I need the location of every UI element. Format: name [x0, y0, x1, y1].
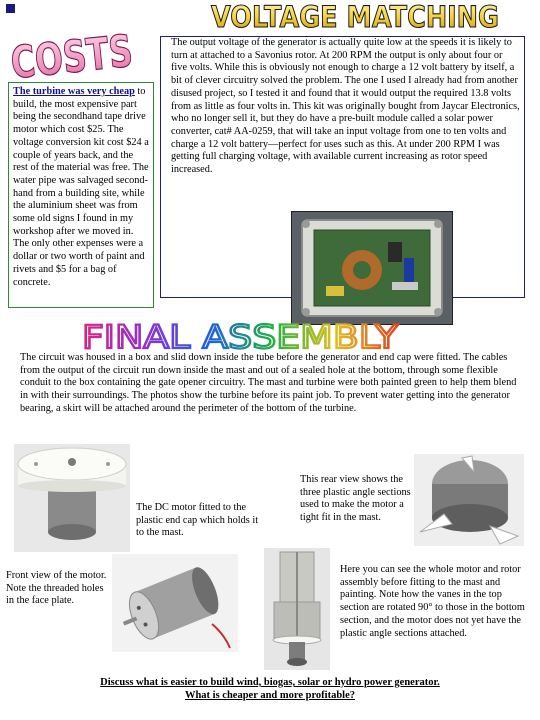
discussion-question — [40, 676, 500, 702]
front-view-caption: Front view of the motor. Note the threaded holes in the face plate. — [6, 570, 107, 607]
discussion-line-1: Discuss what is easier to build wind, biogas, solar or hydro power generator. — [100, 677, 440, 688]
final-assembly-paragraph: The circuit was housed in a box and slid down inside the tube before the generator and end cap were fitted. The cables from the output of the circuit run down inside the mast and out of a sealed hole at the bottom, through some flexible conduit to the box containing the gate opener circuitry. The mast and turbine were both painted green to help them blend in with their surroundings. The photos show the turbine before its paint job. To prevent water getting into the generator bearing, a skirt will be attached around the perimeter of the bottom of the turbine. — [20, 352, 517, 414]
voltage-paragraph: The output voltage of the generator is actually quite low at the speeds it is likely to turn at attached to a Savonius rotor. At 200 RPM the output is only about four or five volts. While this is obviously not enough to charge a 12 volt battery by itself, a bit of clever circuitry solved the problem. The one I used I already had from another disused project, so I tested it and found that it would output the required 13.8 volts from as little as four volts in. This kit was originally bought from Jaycar Electronics, who no longer sell it, but they do have a pre-built module called a solar power converter, cat# AA-0259, that will take an input voltage from one to ten volts and charge a 12 volt battery—perfect for uses such as this. At under 200 RPM I was getting full charging voltage, with available current increasing as rotor speed increased. — [171, 37, 520, 176]
voltage-matching-text: VOLTAGE MATCHING — [211, 0, 499, 34]
voltage-matching-box — [160, 36, 525, 298]
rotor-assembly-caption: Here you can see the whole motor and rotor assembly before fitting to the mast and painting. Note how the vanes in the top section are rotated 90° to those in the bottom section, and the motor does not yet have the plastic angle sections attached. — [340, 564, 525, 639]
final-assembly-title — [80, 316, 400, 356]
sidebar-lead: The turbine was very cheap — [13, 86, 135, 97]
dc-motor-caption: The DC motor fitted to the plastic end cap which holds it to the mast. — [136, 502, 259, 539]
rotor-assembly-photo — [264, 548, 330, 670]
costs-title — [8, 20, 176, 90]
costs-text: COSTS — [8, 21, 176, 90]
costs-sidebar — [8, 82, 154, 308]
rear-view-caption: This rear view shows the three plastic angle sections used to make the motor a tight fit in the mast. — [300, 474, 411, 524]
rear-view-photo — [414, 454, 524, 546]
circuit-board-photo — [291, 211, 453, 325]
sidebar-body: to build, the most expensive part being the secondhand tape drive motor which cost $25. The voltage conversion kit cost $24 a couple of years back, and the rest of the material was free. The water pipe was salvaged second-hand from a building site, while the aluminium sheet was from some old signs I found in my workshop after we moved in. The only other expenses were a dollar or two worth of paint and rivets and $5 for a bag of concrete. — [13, 86, 149, 288]
corner-square — [6, 4, 15, 13]
voltage-matching-title — [208, 0, 502, 36]
motor-end-cap-photo — [14, 444, 130, 552]
discussion-line-2: What is cheaper and more profitable? — [184, 690, 356, 701]
motor-front-view-photo — [112, 554, 238, 652]
final-assembly-text: FINAL ASSEMBLY — [82, 318, 399, 356]
